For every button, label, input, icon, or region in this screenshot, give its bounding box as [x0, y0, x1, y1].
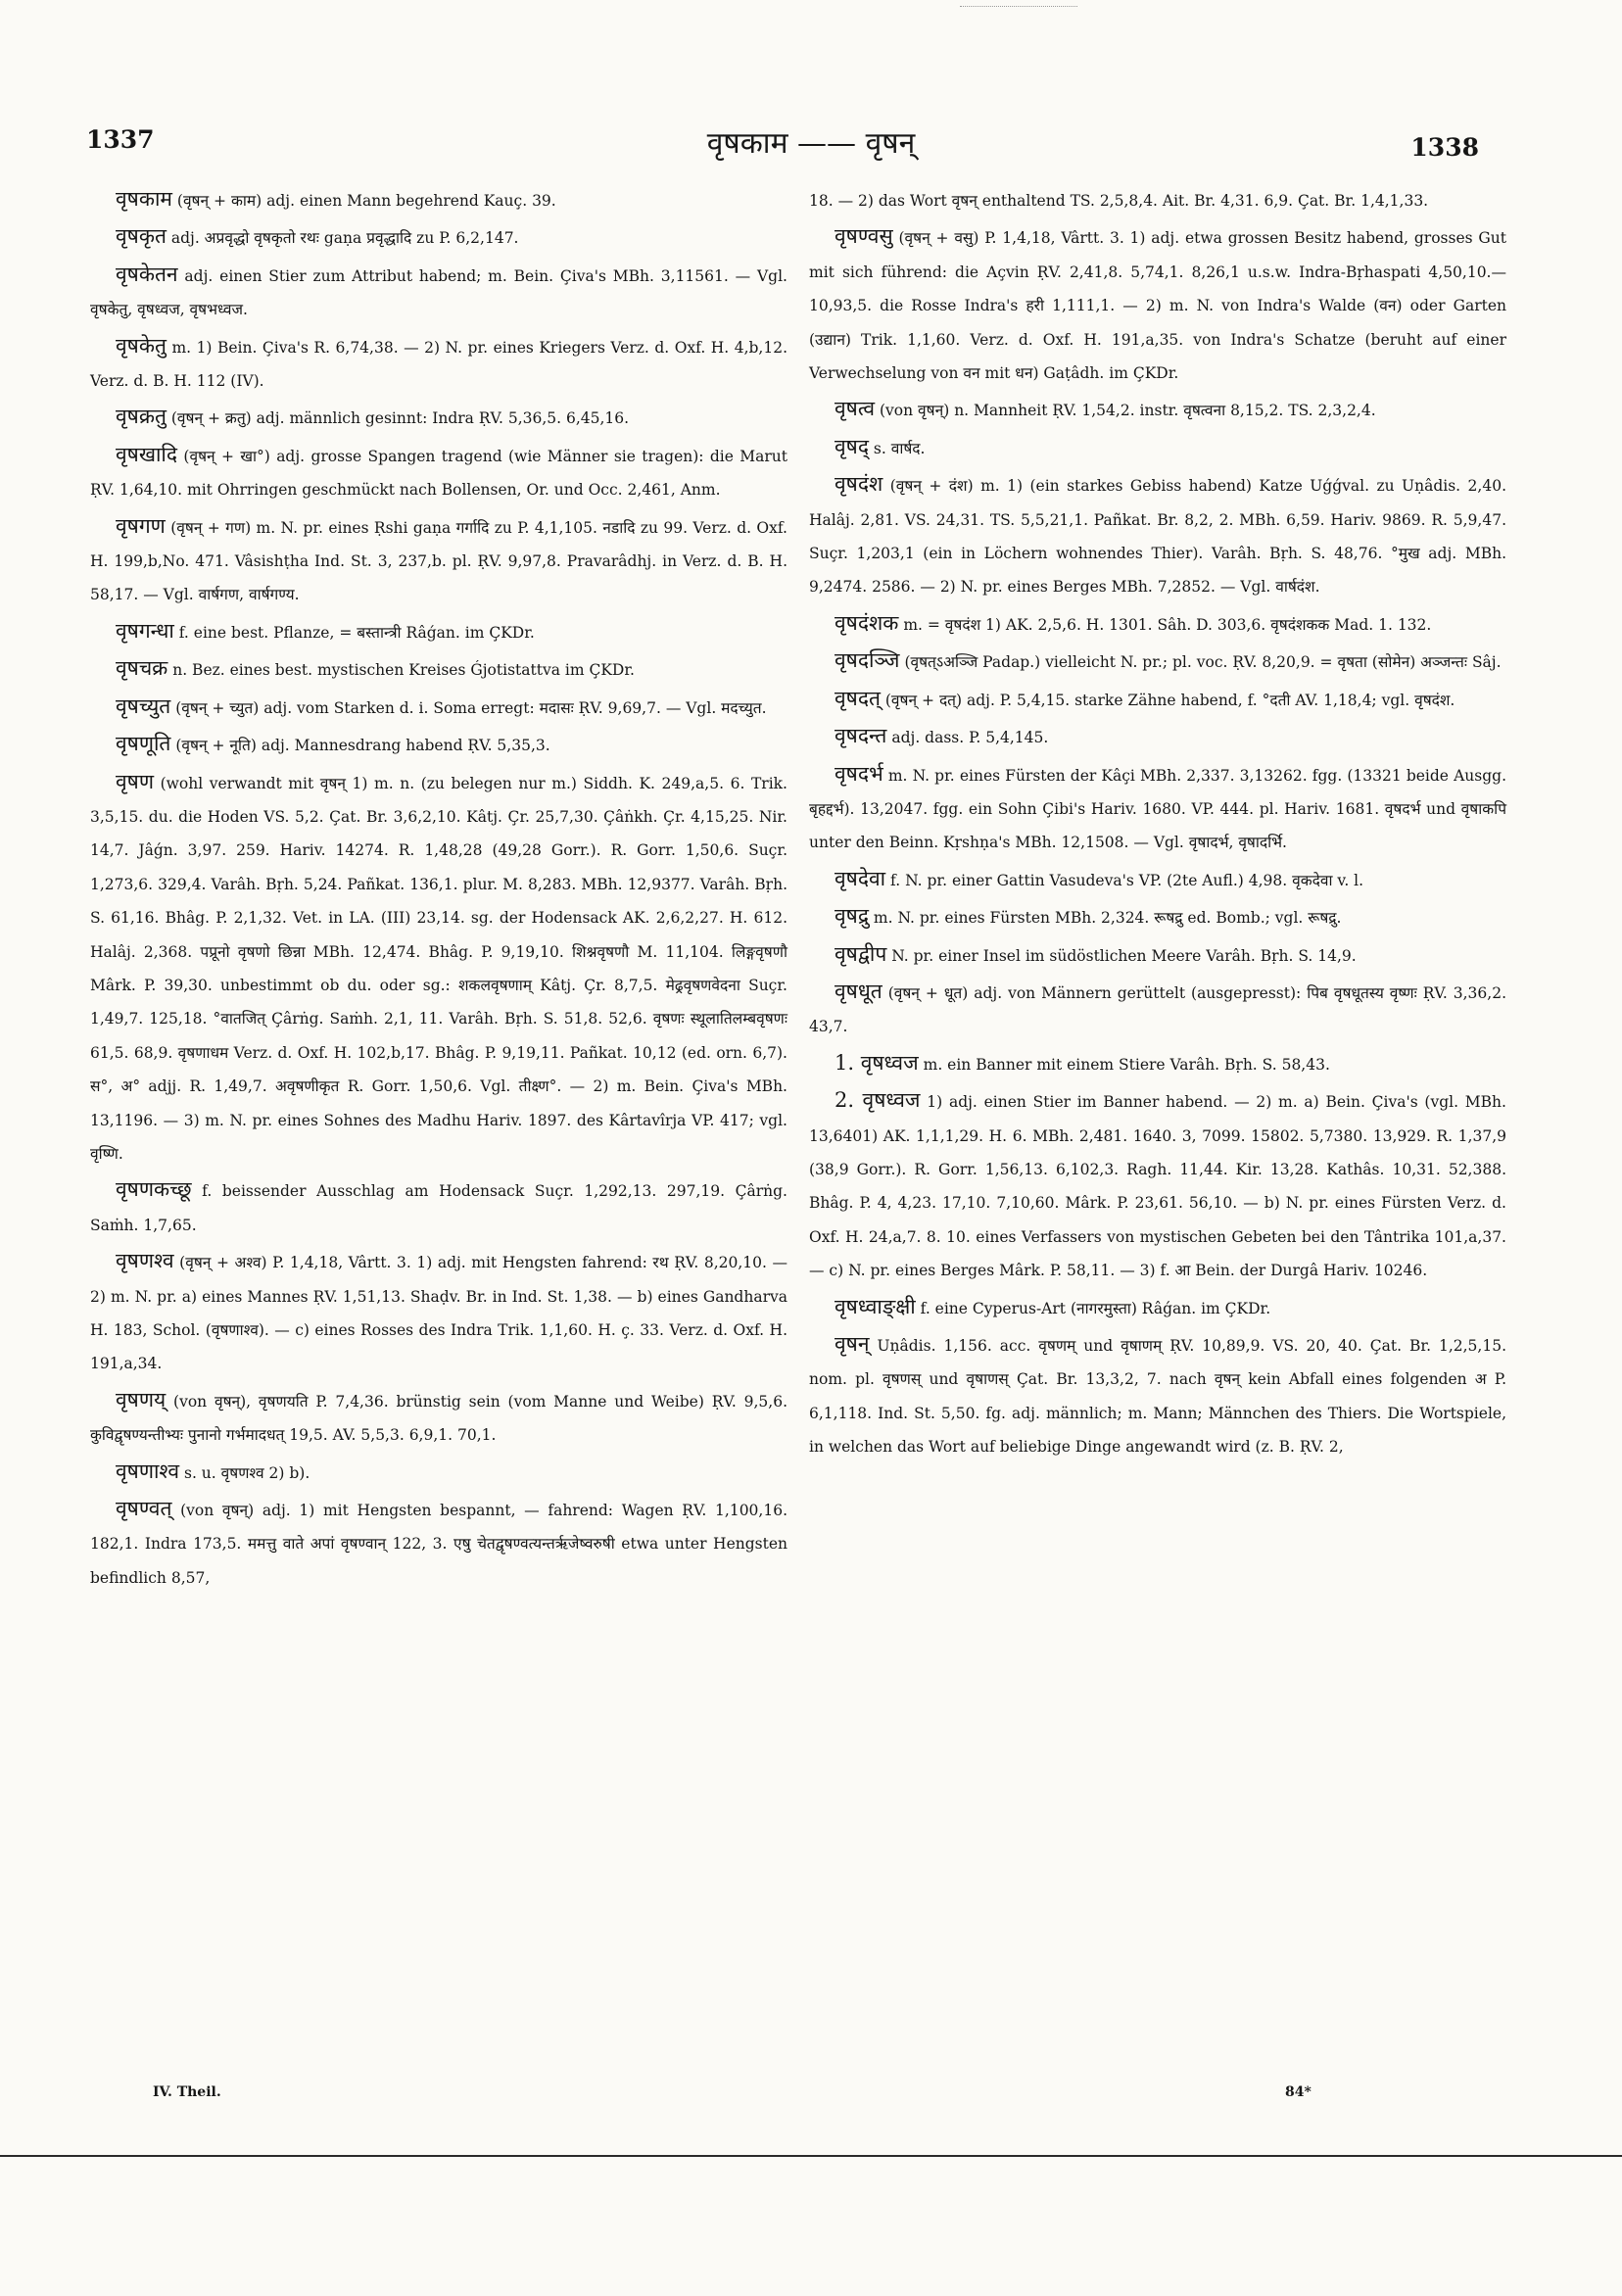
dictionary-entry	[90, 400, 787, 435]
headword: वृषखादि	[116, 442, 178, 466]
headword: वृषदन्त	[835, 724, 887, 748]
headword: वृषगन्धा	[116, 618, 174, 643]
dictionary-entry	[809, 392, 1506, 427]
dictionary-entry	[809, 975, 1506, 1044]
dictionary-entry	[90, 1383, 787, 1453]
entry-text: adj. dass. P. 5,4,145.	[891, 729, 1049, 747]
dictionary-entry	[90, 727, 787, 762]
headword: वृषदंशक	[835, 610, 899, 635]
entry-text: N. pr. einer Insel im südöstlichen Meere Varâh. Bṛh. S. 14,9.	[891, 946, 1357, 965]
dictionary-entry	[809, 937, 1506, 973]
headword: वृषधूत	[835, 979, 883, 1003]
dictionary-entry	[809, 606, 1506, 642]
dictionary-entry	[809, 1083, 1506, 1287]
entry-text: adj. einen Stier zum Attribut habend; m. Bein. Çiva's MBh. 3,11561. — Vgl. वृषकेतु, वृषध्वज, वृषभध्वज.	[90, 266, 787, 319]
dictionary-entry	[809, 219, 1506, 390]
headword: 2. वृषध्वज	[835, 1088, 921, 1113]
dictionary-entry	[90, 614, 787, 649]
headword: वृषगण	[116, 513, 166, 538]
entry-text: (von वृषन्) adj. 1) mit Hengsten bespannt, — fahrend: Wagen ṚV. 1,100,16. 182,1. Indra 173,5. ममत्तु वाते अपां वृषण्वान् 122, 3. एषु चेतद्वृषण्वत्यन्तरृजेष्वरुषी etwa unter Hengsten befindlich 8,57,	[90, 1502, 787, 1587]
entry-text: adj. अप्रवृद्धो वृषकृतो रथः gaṇa प्रवृद्धादि zu P. 6,2,147.	[170, 229, 519, 248]
dictionary-entry	[809, 430, 1506, 465]
entry-text: (वृषन् + दंश) m. 1) (ein starkes Gebiss habend) Katze Uǵǵval. zu Uṇâdis. 2,40. Halâj. 2,81. VS. 24,31. TS. 5,5,21,1. Pañkat. Br. 8,2, 2. MBh. 6,59. Hariv. 9869. R. 5,9,47. Suçr. 1,203,1 (ein in Löchern wohnendes Thier). Varâh. Bṛh. S. 48,76. °मुख adj. MBh. 9,2474. 2586. — 2) N. pr. eines Berges MBh. 7,2852. — Vgl. वार्षदंश.	[809, 477, 1506, 597]
dictionary-entry	[90, 651, 787, 687]
entry-text: (von वृषन्), वृषणयति P. 7,4,36. brünstig sein (vom Manne und Weibe) ṚV. 9,5,6. कुविद्वृषण्यन्तीभ्यः पुनानो गर्भमादधत् 19,5. AV. 5,5,3. 6,9,1. 70,1.	[90, 1392, 787, 1445]
running-title: वृषकाम —— वृषन्	[706, 126, 916, 161]
entry-text: (वृषन् + च्युत) adj. vom Starken d. i. Soma erregt: मदासः ṚV. 9,69,7. — Vgl. मदच्युत.	[175, 698, 767, 717]
entry-text: m. 1) Bein. Çiva's R. 6,74,38. — 2) N. pr. eines Kriegers Verz. d. Oxf. H. 4,b,12. Verz. d. B. H. 112 (IV).	[90, 338, 787, 391]
entry-text: (वृषत्ऽअञ्जि Padap.) vielleicht N. pr.; pl. voc. ṚV. 8,20,9. = वृषता (सोमेन) अञ्जन्तः Sâj.	[904, 653, 1502, 672]
entry-text: 18. — 2) das Wort वृषन् enthaltend TS. 2,5,8,4. Ait. Br. 4,31. 6,9. Çat. Br. 1,4,1,33.	[809, 192, 1429, 210]
headword: वृषदर्भ	[835, 761, 883, 786]
entry-text: (von वृषन्) n. Mannheit ṚV. 1,54,2. instr. वृषत्वना 8,15,2. TS. 2,3,2,4.	[880, 402, 1376, 420]
dictionary-entry	[809, 182, 1506, 217]
dictionary-entry	[90, 1172, 787, 1242]
dictionary-entry	[809, 1327, 1506, 1464]
dictionary-entry	[90, 509, 787, 612]
dictionary-entry	[809, 644, 1506, 679]
entry-text: (वृषन् + वसु) P. 1,4,18, Vârtt. 3. 1) adj. etwa grossen Besitz habend, grosses Gut mit sich führend: die Açvin ṚV. 2,41,8. 5,74,1. 8,26,1 u.s.w. Indra-Bṛhaspati 4,50,10.—10,93,5. die Rosse Indra's हरी 1,111,1. — 2) m. N. von Indra's Walde (वन) oder Garten (उद्यान) Trik. 1,1,60. Verz. d. Oxf. H. 191,a,35. von Indra's Schatze (beruht auf einer Verwechselung von वन mit धन) Gaṭâdh. im ÇKDr.	[809, 229, 1506, 383]
entry-text: f. eine Cyperus-Art (नागरमुस्ता) Râǵan. im ÇKDr.	[920, 1299, 1271, 1317]
headword: वृषण्वत्	[116, 1497, 172, 1521]
entry-text: (वृषन् + धूत) adj. von Männern gerüttelt (ausgepresst): पिब वृषधूतस्य वृष्णः ṚV. 3,36,2. 43,7.	[809, 983, 1506, 1036]
entry-text: f. eine best. Pflanze, = बस्तान्त्री Râǵan. im ÇKDr.	[178, 623, 535, 642]
entry-text: (वृषन् + काम) adj. einen Mann begehrend Kauç. 39.	[176, 192, 556, 210]
dictionary-entry	[809, 1290, 1506, 1325]
dictionary-entry	[90, 219, 787, 255]
entry-text: s. वार्षद.	[873, 439, 926, 457]
dictionary-entry	[90, 258, 787, 327]
headword: वृषच्युत	[116, 694, 171, 718]
entry-text: (वृषन् + दत्) adj. P. 5,4,15. starke Zähne habend, f. °दती AV. 1,18,4; vgl. वृषदंश.	[884, 691, 1455, 709]
entry-text: n. Bez. eines best. mystischen Kreises Ǵjotistattva im ÇKDr.	[172, 661, 635, 680]
entry-text: m. ein Banner mit einem Stiere Varâh. Bṛh. S. 58,43.	[923, 1055, 1330, 1074]
right-page-number: 1338	[1410, 133, 1479, 162]
entry-text: m. N. pr. eines Fürsten MBh. 2,324. रूषद्रु ed. Bomb.; vgl. रूषद्रु.	[873, 909, 1342, 928]
headword: वृषण	[116, 769, 154, 793]
signature-mark: 84*	[1285, 2084, 1312, 2100]
entry-text: m. = वृषदंश 1) AK. 2,5,6. H. 1301. Sâh. D. 303,6. वृषदंशकक Mad. 1. 132.	[903, 615, 1432, 634]
dictionary-entry	[90, 1455, 787, 1490]
entry-text: 1) adj. einen Stier im Banner habend. — 2) m. a) Bein. Çiva's (vgl. MBh. 13,6401) AK. 1,1,1,29. H. 6. MBh. 2,481. 1640. 3, 7099. 15802. 5,7380. 13,929. R. 1,37,9 (38,9 Gorr.). R. Gorr. 1,56,13. 6,102,3. Ragh. 11,44. Kir. 13,28. Kathâs. 10,31. 52,388. Bhâg. P. 4, 4,23. 17,10. 7,10,60. Mârk. P. 23,61. 56,10. — b) N. pr. eines Fürsten Verz. d. Oxf. H. 24,a,7. 8. 10. eines Verfassers von mystischen Gebeten bei den Tântrika 101,a,37. — c) N. pr. eines Berges Mârk. P. 58,11. — 3) f. आ Bein. der Durgâ Hariv. 10246.	[809, 1093, 1506, 1280]
headword: वृषत्व	[835, 397, 876, 421]
headword: वृषध्वाङ्क्षी	[835, 1294, 916, 1318]
dictionary-entry	[90, 690, 787, 725]
headword: वृषचक्र	[116, 656, 168, 681]
headword: वृषद्	[835, 434, 869, 458]
dictionary-entry	[809, 899, 1506, 934]
headword: वृषकेतु	[116, 333, 167, 358]
dictionary-entry	[809, 719, 1506, 754]
headword: वृषकेतन	[116, 262, 178, 286]
dictionary-entry	[90, 1244, 787, 1381]
dictionary-entry	[809, 682, 1506, 717]
headword: वृषकृत	[116, 224, 167, 249]
bottom-rule	[0, 2155, 1622, 2157]
dictionary-entry	[90, 438, 787, 507]
headword: वृषद्वीप	[835, 941, 887, 966]
headword: वृषणकच्छू	[116, 1177, 192, 1202]
headword: वृषदेवा	[835, 866, 886, 890]
headword: वृषद्रु	[835, 904, 869, 929]
headword: वृषकाम	[116, 187, 172, 211]
dictionary-entry	[90, 182, 787, 217]
entry-text: Uṇâdis. 1,156. acc. वृषणम् und वृषाणम् ṚV. 10,89,9. VS. 20, 40. Çat. Br. 1,2,5,15. nom. pl. वृषणस् und वृषाणस् Çat. Br. 13,3,2, 7. nach वृषन् kein Abfall eines folgenden अ P. 6,1,118. Ind. St. 5,50. fg. adj. männlich; m. Mann; Männchen des Thiers. Die Wortspiele, in welchen das Wort auf beliebige Dinge angewandt wird (z. B. ṚV. 2,	[809, 1337, 1506, 1457]
entry-text: (वृषन् + नूति) adj. Mannesdrang habend ṚV. 5,35,3.	[175, 737, 550, 755]
entry-text: (wohl verwandt mit वृषन् 1) m. n. (zu belegen nur m.) Siddh. K. 249,a,5. 6. Trik. 3,5,15. du. die Hoden VS. 5,2. Çat. Br. 3,6,2,10. Kâtj. Çr. 25,7,30. Çâṅkh. Çr. 4,15,25. Nir. 14,7. Jâǵn. 3,97. 259. Hariv. 14274. R. 1,48,28 (49,28 Gorr.). R. Gorr. 1,50,6. Suçr. 1,273,6. 329,4. Varâh. Bṛh. 5,24. Pañkat. 136,1. plur. M. 8,283. MBh. 12,9377. Varâh. Bṛh. S. 61,16. Bhâg. P. 2,1,32. Vet. in LA. (III) 23,14. sg. der Hodensack AK. 2,6,2,27. H. 612. Halâj. 2,368. पप्रूनो वृषणो छिन्ना MBh. 12,474. Bhâg. P. 9,19,10. शिश्नवृषणौ M. 11,104. लिङ्गवृषणौ Mârk. P. 39,30. unbestimmt ob du. oder sg.: शकलवृषणाम् Kâtj. Çr. 8,7,5. मेढ्रवृषणवेदना Suçr. 1,49,7. 125,18. °वातजित् Çârṅg. Saṁh. 2,1, 11. Varâh. Bṛh. S. 51,8. 52,6. वृषणः स्थूलातिलम्बवृषणः 61,5. 68,9. वृषणाधम Verz. d. Oxf. H. 102,b,17. Bhâg. P. 9,19,11. Pañkat. 10,12 (ed. orn. 6,7). स°, अ° adjj. R. 1,49,7. अवृषणीकृत R. Gorr. 1,50,6. Vgl. तीक्ष्ण°. — 2) m. Bein. Çiva's MBh. 13,1196. — 3) m. N. pr. eines Sohnes des Madhu Hariv. 1897. des Kârtavîrja VP. 417; vgl. वृष्णि.	[90, 774, 787, 1163]
entry-text: (वृषन् + अश्व) P. 1,4,18, Vârtt. 3. 1) adj. mit Hengsten fahrend: रथ ṚV. 8,20,10. — 2) m. N. pr. a) eines Mannes ṚV. 1,51,13. Shaḍv. Br. in Ind. St. 1,38. — b) eines Gandharva H. 183, Schol. (वृषणाश्व). — c) eines Rosses des Indra Trik. 1,1,60. H. ç. 33. Verz. d. Oxf. H. 191,a,34.	[90, 1254, 787, 1373]
entry-text: (वृषन् + गण) m. N. pr. eines Ṛshi gaṇa गर्गादि zu P. 4,1,105. नडादि zu 99. Verz. d. Oxf. H. 199,b,No. 471. Vâsishṭha Ind. St. 3, 237,b. pl. ṚV. 9,97,8. Pravarâdhj. in Verz. d. B. H. 58,17. — Vgl. वार्षगण, वार्षगण्य.	[90, 518, 787, 604]
headword: वृषणश्व	[116, 1249, 174, 1273]
volume-label: IV. Theil.	[153, 2084, 221, 2100]
entry-text: f. N. pr. einer Gattin Vasudeva's VP. (2te Aufl.) 4,98. वृकदेवा v. l.	[890, 871, 1364, 889]
dictionary-entry	[809, 757, 1506, 860]
entry-text: (वृषन् + खा°) adj. grosse Spangen tragend (wie Männer sie tragen): die Marut ṚV. 1,64,10. mit Ohrringen geschmückt nach Bollensen, Or. und Occ. 2,461, Anm.	[90, 447, 788, 500]
headword: वृषदञ्जि	[835, 648, 900, 673]
headword: वृषणाश्व	[116, 1459, 180, 1483]
left-column	[90, 182, 787, 1597]
dictionary-entry	[90, 329, 787, 399]
headword: 1. वृषध्वज	[835, 1050, 919, 1075]
entry-text: (वृषन् + क्रतु) adj. männlich gesinnt: Indra ṚV. 5,36,5. 6,45,16.	[170, 409, 630, 428]
dictionary-entry	[90, 1492, 787, 1595]
headword: वृषदत्	[835, 686, 881, 710]
headword: वृषण्वसु	[835, 224, 893, 249]
dictionary-entry	[90, 765, 787, 1172]
headword: वृषक्रतु	[116, 405, 167, 429]
entry-text: s. u. वृषणश्व 2) b).	[183, 1463, 310, 1482]
entry-text: m. N. pr. eines Fürsten der Kâçi MBh. 2,337. 3,13262. fgg. (13321 beide Ausgg. बृहद्दर्भ). 13,2047. fgg. ein Sohn Çibi's Hariv. 1680. VP. 444. pl. Hariv. 1681. वृषदर्भ und वृषाकपि unter den Beinn. Kṛshṇa's MBh. 12,1508. — Vgl. वृषादर्भ, वृषादर्भि.	[809, 766, 1506, 852]
headword: वृषणूति	[116, 732, 171, 756]
dictionary-entry	[809, 862, 1506, 897]
entry-text: f. beissender Ausschlag am Hodensack Suçr. 1,292,13. 297,19. Çârṅg. Saṁh. 1,7,65.	[90, 1182, 787, 1234]
headword: वृषदंश	[835, 472, 883, 497]
headword: वृषन्	[835, 1332, 870, 1356]
dictionary-entry	[809, 1046, 1506, 1081]
top-mark	[960, 6, 1077, 7]
left-page-number: 1337	[86, 125, 155, 154]
right-column	[809, 182, 1506, 1466]
dictionary-entry	[809, 467, 1506, 604]
headword: वृषणय्	[116, 1387, 167, 1411]
